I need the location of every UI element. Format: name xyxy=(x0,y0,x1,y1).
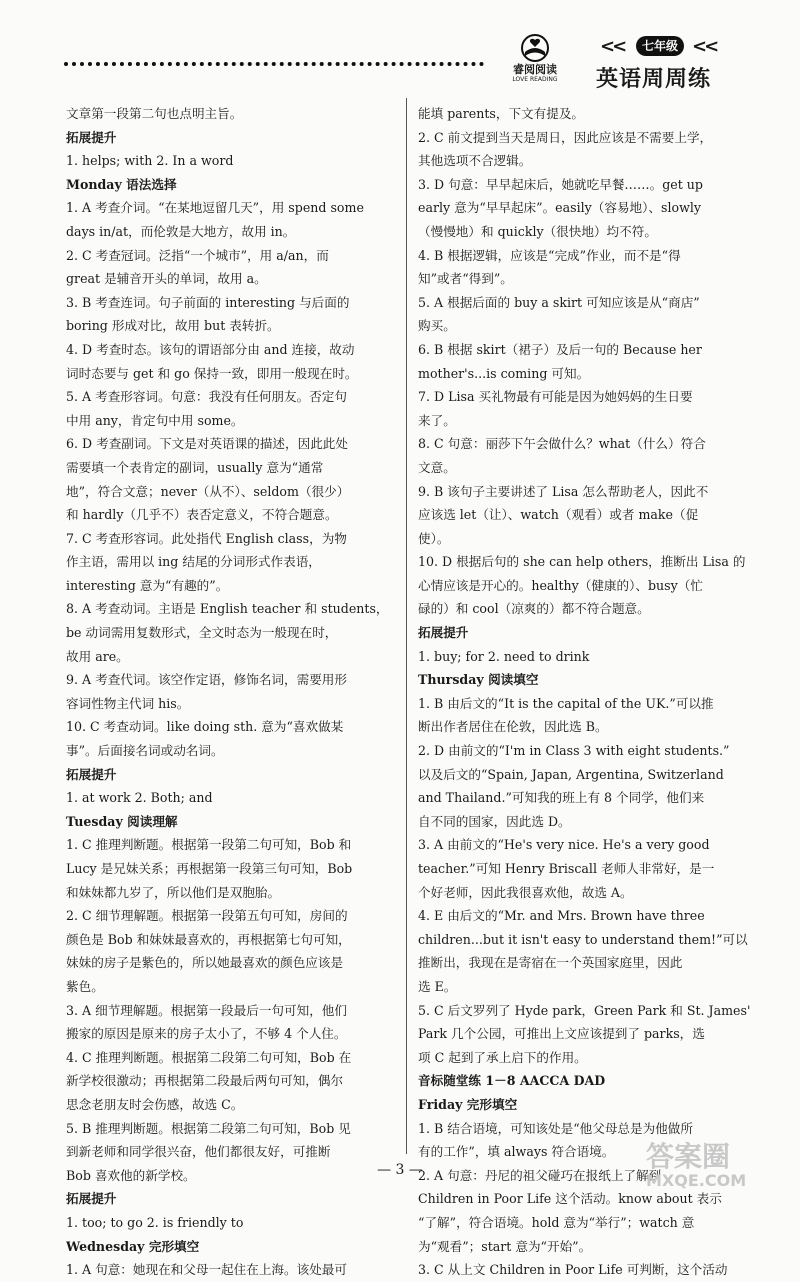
text-line: 1. too; to go 2. is friendly to xyxy=(66,1214,244,1230)
text-line: 自不同的国家，因此选 D。 xyxy=(418,813,571,829)
section-heading: 拓展提升 xyxy=(66,766,117,782)
text-line: 3. A 由前文的“He's very nice. He's a very good xyxy=(418,837,710,853)
logo-subtext: LOVE READING xyxy=(512,76,558,83)
text-line: 2. C 前文提到当天是周日，因此应该是不需要上学， xyxy=(418,129,713,145)
text-line: 妹妹的房子是紫色的，所以她最喜欢的颜色应该是 xyxy=(66,955,344,971)
text-line: 2. D 由前文的“I'm in Class 3 with eight students.” xyxy=(418,743,730,759)
text-line: 1. B 由后文的“It is the capital of the UK.”可以推 xyxy=(418,695,714,711)
text-line: 10. C 考查动词。like doing sth. 意为“喜欢做某 xyxy=(66,719,344,735)
section-heading: 拓展提升 xyxy=(66,129,117,145)
text-line: 事”。后面接名词或动名词。 xyxy=(66,743,224,759)
text-line: 碌的）和 cool（凉爽的）都不符合题意。 xyxy=(418,601,650,617)
text-line: 5. B 推理判断题。根据第二段第二句可知，Bob 见 xyxy=(66,1120,351,1136)
text-line: 3. B 考查连词。句子前面的 interesting 与后面的 xyxy=(66,294,350,310)
column-divider xyxy=(406,98,407,1154)
text-line: 作主语，需用以 ing 结尾的分词形式作表语， xyxy=(66,554,321,570)
text-line: 紫色。 xyxy=(66,978,104,994)
text-line: 选 E。 xyxy=(418,978,457,994)
text-line: Children in Poor Life 这个活动。know about 表示 xyxy=(418,1191,722,1207)
chevrons-left-icon: << xyxy=(600,36,625,57)
text-line: 4. E 由后文的“Mr. and Mrs. Brown have three xyxy=(418,908,705,924)
text-line: 搬家的原因是原来的房子太小了，不够 4 个人住。 xyxy=(66,1026,347,1042)
brand-title: 英语周周练 xyxy=(596,67,712,92)
text-line: 7. C 考查形容词。此处指代 English class，为物 xyxy=(66,530,347,546)
header-dotted-rule xyxy=(64,62,484,66)
text-line: 1. A 句意：她现在和父母一起住在上海。该处最可 xyxy=(66,1262,347,1278)
text-line: 文章第一段第二句也点明主旨。 xyxy=(66,106,243,121)
watermark-line2: MXQE.COM xyxy=(646,1171,747,1190)
text-line: and Thailand.”可知我的班上有 8 个同学，他们来 xyxy=(418,790,705,806)
book-heart-icon xyxy=(515,34,555,64)
text-line: Park 几个公园，可推出上文应该提到了 parks，选 xyxy=(418,1026,705,1042)
text-line: 以及后文的“Spain, Japan, Argentina, Switzerland xyxy=(418,766,724,782)
text-line: 文意。 xyxy=(418,459,456,475)
text-line: 为“观看”；start 意为“开始”。 xyxy=(418,1238,592,1254)
watermark xyxy=(646,1142,796,1198)
text-line: 到新老师和同学很兴奋，他们都很友好，可推断 xyxy=(66,1144,331,1160)
text-line: 知”或者“得到”。 xyxy=(418,271,513,287)
text-line: 7. D Lisa 买礼物最有可能是因为她妈妈的生日要 xyxy=(418,389,693,405)
section-heading: Thursday 阅读填空 xyxy=(418,672,539,688)
text-line: 1. B 结合语境，可知该处是“他父母总是为他做所 xyxy=(418,1120,693,1136)
text-line: children...but it isn't easy to understand them!”可以 xyxy=(418,931,748,947)
text-line: Bob 喜欢他的新学校。 xyxy=(66,1167,196,1183)
text-line: 8. A 考查动词。主语是 English teacher 和 students， xyxy=(66,601,389,617)
text-line: 5. A 根据后面的 buy a skirt 可知应该是从“商店” xyxy=(418,294,700,310)
text-line: 颜色是 Bob 和妹妹最喜欢的，再根据第七句可知， xyxy=(66,931,351,947)
page-number: — 3 — xyxy=(377,1162,423,1178)
text-line: 1. A 考查介词。“在某地逗留几天”，用 spend some xyxy=(66,200,364,216)
section-heading: 拓展提升 xyxy=(418,625,469,641)
text-line: 项 C 起到了承上启下的作用。 xyxy=(418,1049,587,1065)
chevrons-right-icon: << xyxy=(692,36,717,57)
text-line: 心情应该是开心的。healthy（健康的）、busy（忙 xyxy=(418,577,703,593)
text-line: （慢慢地）和 quickly（很快地）均不符。 xyxy=(418,223,657,239)
text-line: 应该选 let（让）、watch（观看）或者 make（促 xyxy=(418,507,699,523)
text-line: mother's...is coming 可知。 xyxy=(418,365,590,381)
text-line: 2. C 细节理解题。根据第一段第五句可知，房间的 xyxy=(66,908,348,924)
section-heading: 音标随堂练 1－8 AACCA DAD xyxy=(418,1073,606,1089)
text-line: 5. A 考查形容词。句意：我没有任何朋友。否定句 xyxy=(66,389,347,405)
text-line: interesting 意为“有趣的”。 xyxy=(66,577,229,593)
text-line: great 是辅音开头的单词，故用 a。 xyxy=(66,271,267,287)
text-line: 8. C 句意：丽莎下午会做什么？what（什么）符合 xyxy=(418,436,706,452)
text-line: 断出作者居住在伦敦，因此选 B。 xyxy=(418,719,608,735)
text-line: early 意为“早早起床”。easily（容易地）、slowly xyxy=(418,200,702,216)
text-line: 2. C 考查冠词。泛指“一个城市”，用 a/an，而 xyxy=(66,247,329,263)
text-line: 9. A 考查代词。该空作定语，修饰名词，需要用形 xyxy=(66,672,347,688)
text-line: Lucy 是兄妹关系；再根据第一段第三句可知，Bob xyxy=(66,861,353,876)
text-line: teacher.”可知 Henry Briscall 老师人非常好，是一 xyxy=(418,861,715,876)
watermark-line1: 答案圈 xyxy=(646,1140,731,1173)
section-heading: Wednesday 完形填空 xyxy=(66,1238,200,1254)
logo-text: 睿阅阅读 xyxy=(513,63,557,76)
text-line: 1. helps; with 2. In a word xyxy=(66,153,234,169)
text-line: 2. A 句意：丹尼的祖父碰巧在报纸上了解到 xyxy=(418,1167,662,1183)
text-line: 9. B 该句子主要讲述了 Lisa 怎么帮助老人，因此不 xyxy=(418,483,709,499)
text-line: 3. C 从上文 Children in Poor Life 可判断，这个活动 xyxy=(418,1262,728,1278)
text-line: 需要填一个表肯定的副词，usually 意为“通常 xyxy=(66,459,324,475)
text-line: 10. D 根据后句的 she can help others，推断出 Lisa 的 xyxy=(418,554,746,570)
text-line: 推断出，我现在是寄宿在一个英国家庭里，因此 xyxy=(418,955,683,971)
right-column xyxy=(418,102,752,1282)
text-line: 1. at work 2. Both; and xyxy=(66,790,213,806)
text-line: 1. C 推理判断题。根据第一段第二句可知，Bob 和 xyxy=(66,837,352,853)
text-line: 容词性物主代词 his。 xyxy=(66,695,190,711)
text-line: “了解”，符合语境。hold 意为“举行”；watch 意 xyxy=(418,1214,695,1230)
text-line: days in/at，而伦敦是大地方，故用 in。 xyxy=(66,223,296,239)
grade-badge: 七年级 xyxy=(636,36,684,56)
text-line: 故用 are。 xyxy=(66,648,129,664)
text-line: 地”，符合文意；never（从不）、seldom（很少） xyxy=(66,483,350,499)
section-heading: Tuesday 阅读理解 xyxy=(66,813,178,829)
text-line: 4. C 推理判断题。根据第二段第二句可知，Bob 在 xyxy=(66,1049,352,1065)
text-line: 6. D 考查副词。下文是对英语课的描述，因此此处 xyxy=(66,436,348,452)
section-heading: Friday 完形填空 xyxy=(418,1096,518,1112)
text-line: 4. B 根据逻辑，应该是“完成”作业，而不是“得 xyxy=(418,247,681,263)
text-line: 5. C 后文罗列了 Hyde park，Green Park 和 St. James' xyxy=(418,1002,751,1018)
text-line: 1. buy; for 2. need to drink xyxy=(418,648,590,664)
text-line: 个好老师，因此我很喜欢他，故选 A。 xyxy=(418,884,633,900)
text-line: 使）。 xyxy=(418,530,450,546)
text-line: 思念老朋友时会伤感，故选 C。 xyxy=(66,1096,244,1112)
text-line: 和妹妹都九岁了，所以他们是双胞胎。 xyxy=(66,884,281,900)
text-line: 能填 parents，下文有提及。 xyxy=(418,106,585,121)
text-line: 来了。 xyxy=(418,412,456,428)
text-line: be 动词需用复数形式，全文时态为一般现在时， xyxy=(66,625,338,641)
left-column xyxy=(66,102,396,1282)
text-line: 购买。 xyxy=(418,318,456,334)
text-line: boring 形成对比，故用 but 表转折。 xyxy=(66,318,280,334)
text-line: 6. B 根据 skirt（裙子）及后一句的 Because her xyxy=(418,341,702,357)
text-line: 有的工作”，填 always 符合语境。 xyxy=(418,1144,615,1160)
text-line: 4. D 考查时态。该句的谓语部分由 and 连接，故动 xyxy=(66,341,355,357)
text-line: 其他选项不合逻辑。 xyxy=(418,153,532,169)
section-heading: 拓展提升 xyxy=(66,1191,117,1207)
text-line: 中用 any，肯定句中用 some。 xyxy=(66,412,244,428)
text-line: 新学校很激动；再根据第二段最后两句可知，偶尔 xyxy=(66,1073,344,1089)
text-line: 3. D 句意：早早起床后，她就吃早餐……。get up xyxy=(418,176,703,192)
text-line: 和 hardly（几乎不）表否定意义，不符合题意。 xyxy=(66,507,338,523)
section-heading: Monday 语法选择 xyxy=(66,176,177,192)
text-line: 词时态要与 get 和 go 保持一致，即用一般现在时。 xyxy=(66,365,358,381)
text-line: 3. A 细节理解题。根据第一段最后一句可知，他们 xyxy=(66,1002,347,1018)
publisher-logo xyxy=(500,34,570,92)
